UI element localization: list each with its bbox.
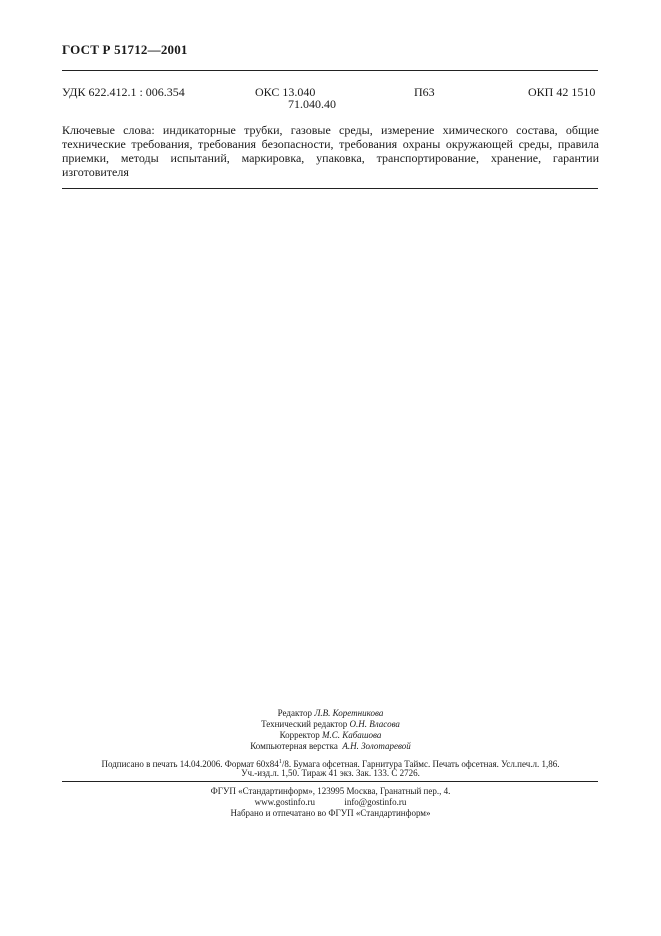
keywords-divider — [62, 188, 598, 189]
udk-code: УДК 622.412.1 : 006.354 — [62, 85, 185, 99]
publisher-contacts — [62, 797, 599, 808]
group-code: П63 — [414, 85, 435, 99]
publisher-line-3: Набрано и отпечатано во ФГУП «Стандартинформ» — [230, 808, 431, 818]
staff-line-corrector: Корректор М.С. Кабашова — [279, 730, 382, 740]
staff-line-tech-editor: Технический редактор О.Н. Власова — [261, 719, 400, 729]
oks-code-2: 71.040.40 — [288, 97, 336, 111]
oks-code-1: ОКС 13.040 — [255, 85, 316, 99]
top-divider — [62, 70, 598, 71]
publisher-line-1: ФГУП «Стандартинформ», 123995 Москва, Гранатный пер., 4. — [210, 786, 451, 796]
keywords-paragraph: Ключевые слова: индикаторные трубки, газовые среды, измерение химического состава, общие технические требования, требования безопасности, требования охраны окружающей среды, правила приемки, методы испытаний, маркировка, упаковка, транспортирование, хранение, гарантии изготовителя — [62, 123, 599, 179]
staff-line-editor: Редактор Л.В. Коретникова — [277, 708, 384, 718]
print-info-line-1: Подписано в печать 14.04.2006. Формат $60х84^1/8$. Бумага офсетная. Гарнитура Таймс. Печать офсетная. Усл.печ.л. 1,86. — [101, 759, 560, 769]
publisher-email: info@gostinfo.ru — [344, 797, 407, 807]
document-code: ГОСТ Р 51712—2001 — [62, 42, 188, 57]
print-info-line-2: Уч.-изд.л. 1,50. Тираж 41 экз. Зак. 133. С 2726. — [241, 768, 420, 778]
okp-code: ОКП 42 1510 — [528, 85, 596, 99]
staff-credits — [62, 708, 599, 752]
imprint-divider — [62, 781, 598, 782]
staff-line-layout: Компьютерная верстка А.Н. Золотаревой — [250, 741, 411, 751]
publisher-website: www.gostinfo.ru — [254, 797, 316, 807]
